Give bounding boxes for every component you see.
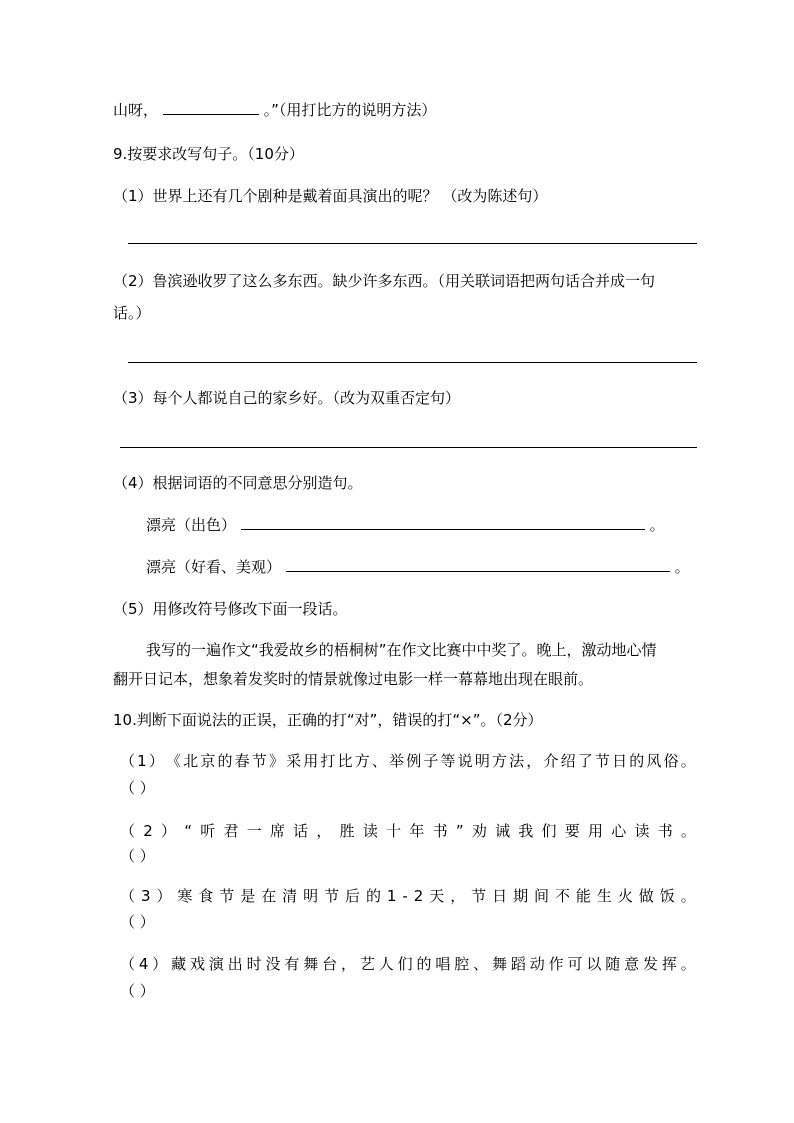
q9-answer-line-1[interactable] <box>128 243 697 244</box>
q9-sentence-2-line-1: （2）鲁滨逊收罗了这么多东西。缺少许多东西。（用关联词语把两句话合并成一句 <box>113 272 656 290</box>
q8-tail-prefix: 山呀， <box>113 101 159 119</box>
q9-sentence-5: （5）用修改符号修改下面一段话。 <box>113 600 348 618</box>
q9-s4-b-label: 漂亮（好看、美观） <box>146 558 282 576</box>
q10-item-1: （ 1 ） 《 北 京 的 春 节 》 采 用 打 比 方 、 举 例 子 等 说 明 方 法 ， 介 绍 了 节 日 的 风 俗 。 <box>120 752 696 770</box>
q10-item-3: （ 3 ） 寒 食 节 是 在 清 明 节 后 的 1 - 2 天 ， 节 日 期 间 不 能 生 火 做 饭 。 <box>120 887 696 905</box>
q9-s4-item-b <box>146 556 690 578</box>
q10-item-1-paren[interactable]: （ ） <box>120 779 155 797</box>
q9-s4-a-blank[interactable] <box>241 515 645 530</box>
q9-s4-b-blank[interactable] <box>286 557 670 572</box>
q8-tail-suffix: 。”（用打比方的说明方法） <box>263 101 437 119</box>
q9-s4-b-end: 。 <box>674 558 690 576</box>
q9-s4-a-end: 。 <box>649 516 665 534</box>
q10-item-3-paren[interactable]: （ ） <box>120 913 155 931</box>
q9-sentence-2-line-2: 话。） <box>113 304 151 322</box>
q9-s4-item-a <box>146 514 665 536</box>
q9-passage-line-2: 翻开日记本，想象着发奖时的情景就像过电影一样一幕幕地出现在眼前。 <box>113 670 594 688</box>
q8-answer-blank[interactable] <box>163 100 259 115</box>
q8-tail-line <box>113 99 436 121</box>
q9-answer-line-3[interactable] <box>120 447 697 448</box>
q10-item-2: （ 2 ） “ 听 君 一 席 话 ， 胜 读 十 年 书 ” 劝 诫 我 们 要 用 心 读 书 。 <box>120 822 696 840</box>
q10-item-2-paren[interactable]: （ ） <box>120 847 155 865</box>
q9-s4-a-label: 漂亮（出色） <box>146 516 237 534</box>
q9-answer-line-2[interactable] <box>128 362 697 363</box>
q10-item-4-paren[interactable]: （ ） <box>120 982 155 1000</box>
q9-heading: 9.按要求改写句子。（10分） <box>113 145 304 163</box>
q10-heading: 10.判断下面说法的正误，正确的打“对”，错误的打“×”。（2分） <box>113 711 543 729</box>
q9-sentence-4: （4）根据词语的不同意思分别造句。 <box>113 474 363 492</box>
q9-passage-line-1: 我写的一遍作文“我爱故乡的梧桐树”在作文比赛中中奖了。晚上，激动地心情 <box>146 641 657 659</box>
q9-sentence-1: （1）世界上还有几个剧种是戴着面具演出的呢？ （改为陈述句） <box>113 187 548 205</box>
q9-sentence-3: （3）每个人都说自己的家乡好。（改为双重否定句） <box>113 389 461 407</box>
q10-item-4: （ 4 ） 藏 戏 演 出 时 没 有 舞 台 ， 艺 人 们 的 唱 腔 、 舞 蹈 动 作 可 以 随 意 发 挥 。 <box>120 955 696 973</box>
